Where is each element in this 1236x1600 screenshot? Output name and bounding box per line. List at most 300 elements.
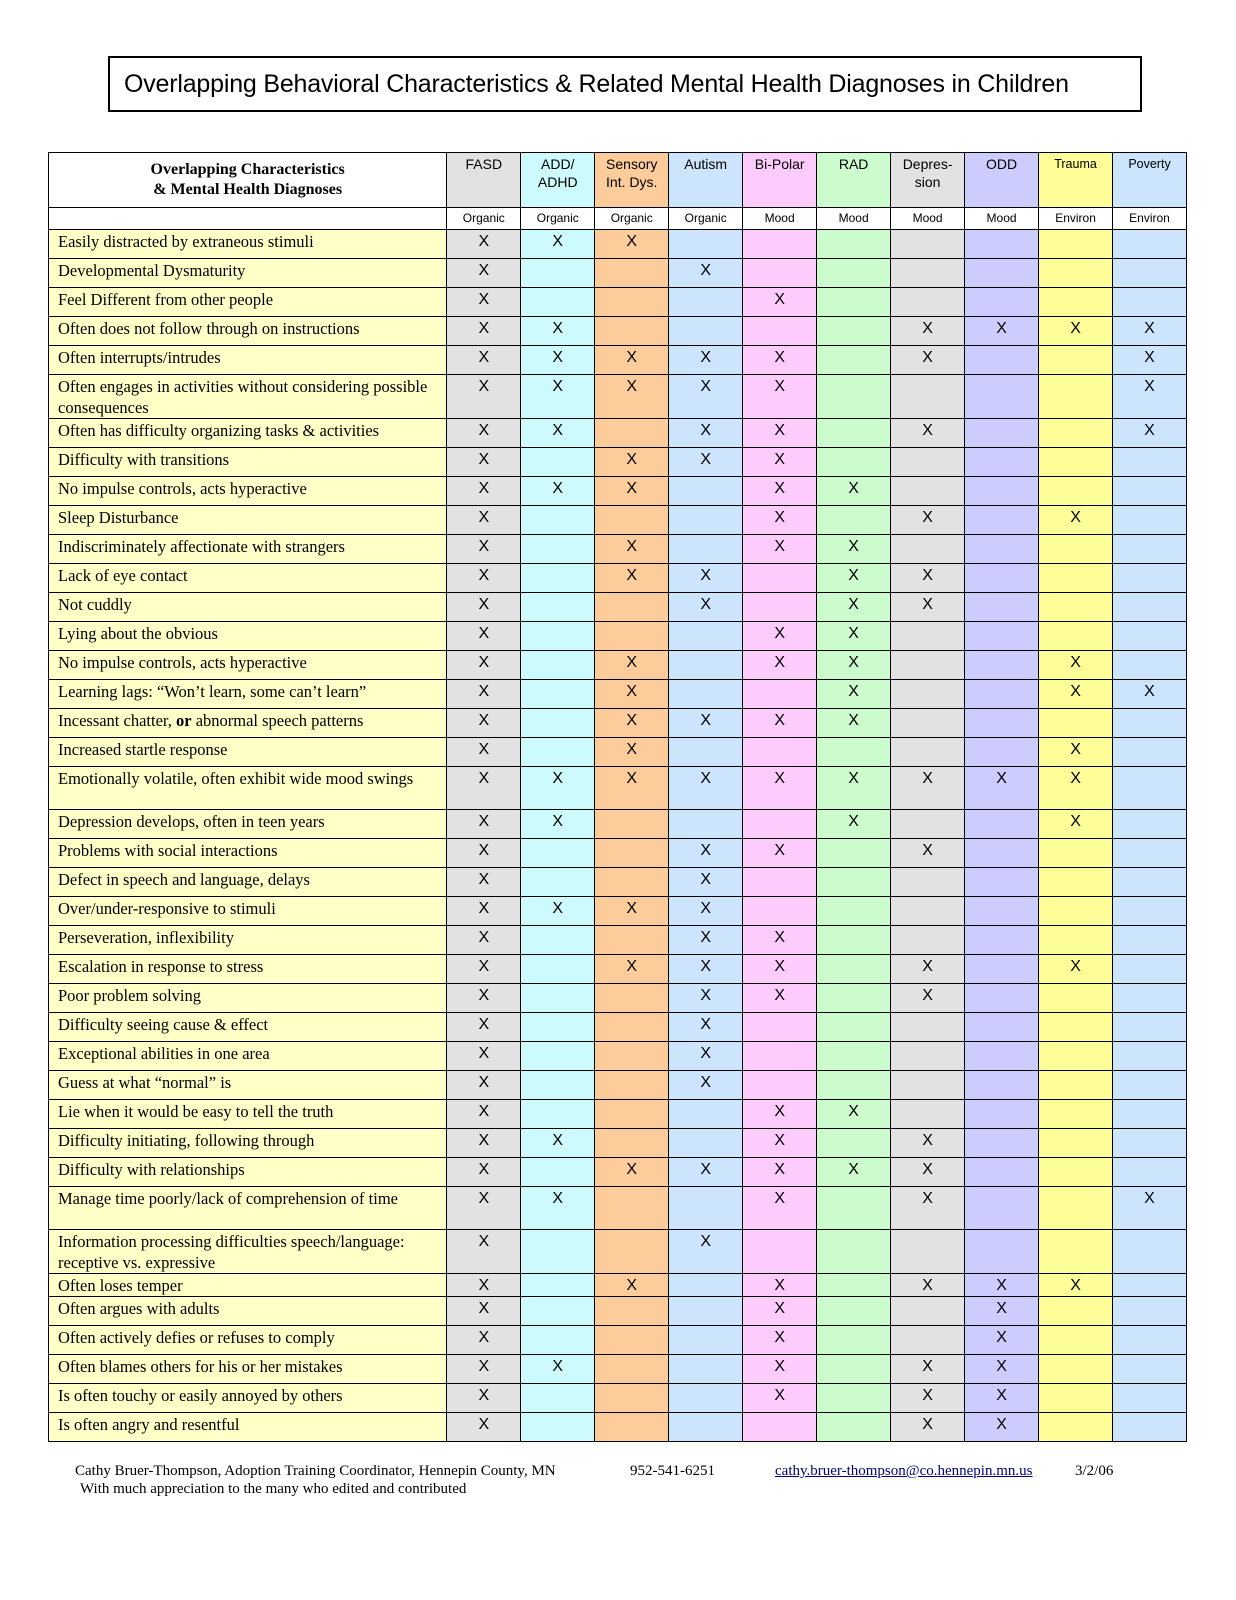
- table-row: [49, 868, 1187, 897]
- mark-cell: [891, 375, 965, 419]
- mark-cell: X: [743, 419, 817, 448]
- mark-cell: [1113, 984, 1187, 1013]
- mark-cell: X: [891, 1413, 965, 1442]
- mark-cell: [1039, 448, 1113, 477]
- mark-cell: X: [817, 709, 891, 738]
- row-label: Often has difficulty organizing tasks & activities: [49, 419, 447, 448]
- mark-cell: [817, 1274, 891, 1297]
- table-row: [49, 984, 1187, 1013]
- mark-cell: X: [447, 1071, 521, 1100]
- mark-cell: X: [447, 1274, 521, 1297]
- mark-cell: X: [521, 346, 595, 375]
- mark-cell: [817, 926, 891, 955]
- mark-cell: [891, 535, 965, 564]
- mark-cell: [1039, 709, 1113, 738]
- mark-cell: X: [447, 1013, 521, 1042]
- mark-cell: [669, 1297, 743, 1326]
- table-row: [49, 1297, 1187, 1326]
- mark-cell: [891, 1013, 965, 1042]
- table-row: [49, 230, 1187, 259]
- mark-cell: [521, 926, 595, 955]
- mark-cell: [817, 317, 891, 346]
- mark-cell: [1113, 288, 1187, 317]
- mark-cell: [1113, 839, 1187, 868]
- mark-cell: X: [669, 346, 743, 375]
- mark-cell: X: [447, 317, 521, 346]
- mark-cell: [521, 535, 595, 564]
- table-row: [49, 1326, 1187, 1355]
- mark-cell: [1039, 1158, 1113, 1187]
- table-row: [49, 926, 1187, 955]
- mark-cell: X: [669, 955, 743, 984]
- mark-cell: X: [743, 926, 817, 955]
- mark-cell: [521, 839, 595, 868]
- mark-cell: [521, 564, 595, 593]
- mark-cell: [965, 680, 1039, 709]
- mark-cell: [1039, 1013, 1113, 1042]
- column-header-line1: FASD: [465, 156, 503, 172]
- mark-cell: X: [447, 593, 521, 622]
- column-header-line1: Autism: [684, 156, 728, 172]
- mark-cell: [743, 564, 817, 593]
- mark-cell: [1113, 1230, 1187, 1274]
- mark-cell: [965, 375, 1039, 419]
- mark-cell: X: [743, 651, 817, 680]
- mark-cell: X: [447, 1413, 521, 1442]
- mark-cell: [1113, 1129, 1187, 1158]
- column-category: Environ: [1039, 208, 1113, 230]
- mark-cell: [595, 984, 669, 1013]
- mark-cell: [743, 680, 817, 709]
- mark-cell: X: [817, 593, 891, 622]
- mark-cell: X: [447, 259, 521, 288]
- mark-cell: [669, 288, 743, 317]
- column-header: [669, 153, 743, 208]
- row-label: Feel Different from other people: [49, 288, 447, 317]
- mark-cell: [1039, 926, 1113, 955]
- mark-cell: X: [521, 1355, 595, 1384]
- mark-cell: X: [595, 1158, 669, 1187]
- footer-author: Cathy Bruer-Thompson, Adoption Training Coordinator, Hennepin County, MN: [75, 1463, 556, 1479]
- mark-cell: [595, 1187, 669, 1230]
- column-header-line2: Int. Dys.: [606, 174, 658, 190]
- row-label: Often actively defies or refuses to comply: [49, 1326, 447, 1355]
- column-category: Organic: [669, 208, 743, 230]
- characteristics-table: [48, 152, 1187, 1442]
- mark-cell: X: [521, 897, 595, 926]
- mark-cell: [1113, 564, 1187, 593]
- mark-cell: [521, 955, 595, 984]
- mark-cell: X: [743, 1355, 817, 1384]
- row-label-bold: or: [176, 711, 192, 730]
- table-row: [49, 810, 1187, 839]
- row-label: Often does not follow through on instructions: [49, 317, 447, 346]
- table-row: [49, 535, 1187, 564]
- row-label: [49, 709, 447, 738]
- mark-cell: [817, 738, 891, 767]
- row-label: Learning lags: “Won’t learn, some can’t learn”: [49, 680, 447, 709]
- mark-cell: [891, 288, 965, 317]
- mark-cell: X: [447, 564, 521, 593]
- mark-cell: X: [447, 651, 521, 680]
- mark-cell: [817, 419, 891, 448]
- mark-cell: X: [891, 1355, 965, 1384]
- mark-cell: [817, 259, 891, 288]
- mark-cell: X: [1039, 810, 1113, 839]
- mark-cell: X: [447, 346, 521, 375]
- characteristics-header-line1: Overlapping Characteristics: [150, 161, 345, 178]
- mark-cell: [521, 1384, 595, 1413]
- mark-cell: [669, 738, 743, 767]
- mark-cell: [817, 984, 891, 1013]
- mark-cell: X: [891, 984, 965, 1013]
- mark-cell: X: [595, 955, 669, 984]
- mark-cell: [1113, 897, 1187, 926]
- mark-cell: X: [669, 1158, 743, 1187]
- mark-cell: X: [595, 375, 669, 419]
- mark-cell: [595, 1071, 669, 1100]
- row-label: Often interrupts/intrudes: [49, 346, 447, 375]
- mark-cell: [1113, 1013, 1187, 1042]
- mark-cell: [965, 564, 1039, 593]
- table-row: [49, 1158, 1187, 1187]
- column-header-line1: Sensory: [606, 156, 658, 172]
- row-label: Exceptional abilities in one area: [49, 1042, 447, 1071]
- mark-cell: [1039, 622, 1113, 651]
- mark-cell: [521, 1413, 595, 1442]
- mark-cell: [595, 1297, 669, 1326]
- mark-cell: X: [1113, 375, 1187, 419]
- mark-cell: X: [447, 375, 521, 419]
- mark-cell: [1113, 868, 1187, 897]
- mark-cell: [669, 810, 743, 839]
- mark-cell: X: [817, 477, 891, 506]
- mark-cell: [521, 738, 595, 767]
- mark-cell: [817, 288, 891, 317]
- mark-cell: X: [965, 767, 1039, 810]
- mark-cell: [743, 868, 817, 897]
- mark-cell: X: [743, 1158, 817, 1187]
- mark-cell: [1039, 1297, 1113, 1326]
- mark-cell: X: [743, 1100, 817, 1129]
- row-label: Increased startle response: [49, 738, 447, 767]
- column-category: Organic: [447, 208, 521, 230]
- mark-cell: [1113, 230, 1187, 259]
- mark-cell: [521, 1100, 595, 1129]
- mark-cell: X: [743, 1326, 817, 1355]
- table-row: [49, 259, 1187, 288]
- row-label: Often argues with adults: [49, 1297, 447, 1326]
- mark-cell: X: [595, 477, 669, 506]
- row-label: Problems with social interactions: [49, 839, 447, 868]
- mark-cell: [891, 1230, 965, 1274]
- mark-cell: [1113, 506, 1187, 535]
- mark-cell: X: [595, 346, 669, 375]
- characteristics-header: [49, 153, 447, 208]
- table-row: [49, 1230, 1187, 1274]
- row-label: Emotionally volatile, often exhibit wide mood swings: [49, 767, 447, 810]
- mark-cell: [1113, 1071, 1187, 1100]
- mark-cell: [595, 1413, 669, 1442]
- mark-cell: X: [965, 317, 1039, 346]
- row-label: Guess at what “normal” is: [49, 1071, 447, 1100]
- mark-cell: X: [447, 709, 521, 738]
- footer-email-link[interactable]: cathy.bruer-thompson@co.hennepin.mn.us: [775, 1463, 1033, 1479]
- mark-cell: [965, 230, 1039, 259]
- mark-cell: [965, 1129, 1039, 1158]
- mark-cell: [669, 622, 743, 651]
- mark-cell: X: [891, 317, 965, 346]
- mark-cell: X: [447, 1100, 521, 1129]
- mark-cell: X: [1113, 346, 1187, 375]
- mark-cell: [595, 506, 669, 535]
- row-label: Difficulty with transitions: [49, 448, 447, 477]
- mark-cell: X: [447, 955, 521, 984]
- table-row: [49, 738, 1187, 767]
- mark-cell: [595, 1230, 669, 1274]
- column-header-line1: Trauma: [1054, 157, 1097, 171]
- mark-cell: X: [743, 288, 817, 317]
- column-header: [1113, 153, 1187, 208]
- mark-cell: [891, 448, 965, 477]
- table-row: [49, 317, 1187, 346]
- table-row: [49, 709, 1187, 738]
- table-row: [49, 1013, 1187, 1042]
- mark-cell: [1113, 1355, 1187, 1384]
- mark-cell: [817, 868, 891, 897]
- mark-cell: X: [447, 1042, 521, 1071]
- mark-cell: [1113, 1326, 1187, 1355]
- mark-cell: [817, 1355, 891, 1384]
- mark-cell: [595, 1326, 669, 1355]
- table-row: [49, 419, 1187, 448]
- mark-cell: [1039, 1355, 1113, 1384]
- mark-cell: X: [891, 1274, 965, 1297]
- mark-cell: X: [447, 506, 521, 535]
- mark-cell: X: [669, 839, 743, 868]
- mark-cell: X: [1039, 506, 1113, 535]
- mark-cell: [743, 897, 817, 926]
- mark-cell: [817, 1129, 891, 1158]
- table-row: [49, 346, 1187, 375]
- mark-cell: [817, 375, 891, 419]
- mark-cell: X: [447, 448, 521, 477]
- mark-cell: [595, 1384, 669, 1413]
- mark-cell: [891, 1100, 965, 1129]
- page-title: Overlapping Behavioral Characteristics & Related Mental Health Diagnoses in Children: [124, 70, 1069, 98]
- mark-cell: [595, 259, 669, 288]
- mark-cell: [1039, 868, 1113, 897]
- mark-cell: [817, 839, 891, 868]
- mark-cell: [891, 622, 965, 651]
- mark-cell: [817, 230, 891, 259]
- table-row: [49, 1384, 1187, 1413]
- row-label: Sleep Disturbance: [49, 506, 447, 535]
- column-header: [1039, 153, 1113, 208]
- mark-cell: [595, 622, 669, 651]
- mark-cell: X: [743, 1274, 817, 1297]
- mark-cell: [1039, 288, 1113, 317]
- mark-cell: X: [891, 1158, 965, 1187]
- mark-cell: [669, 230, 743, 259]
- mark-cell: X: [447, 622, 521, 651]
- mark-cell: [1039, 1384, 1113, 1413]
- mark-cell: [595, 1129, 669, 1158]
- column-header-line1: Poverty: [1128, 157, 1171, 171]
- mark-cell: X: [595, 738, 669, 767]
- mark-cell: X: [1113, 680, 1187, 709]
- mark-cell: [595, 288, 669, 317]
- row-label: Lack of eye contact: [49, 564, 447, 593]
- column-category: Mood: [891, 208, 965, 230]
- mark-cell: X: [891, 839, 965, 868]
- mark-cell: X: [1113, 317, 1187, 346]
- mark-cell: [891, 1071, 965, 1100]
- mark-cell: X: [669, 259, 743, 288]
- mark-cell: [817, 1326, 891, 1355]
- mark-cell: [1039, 535, 1113, 564]
- mark-cell: X: [521, 1129, 595, 1158]
- mark-cell: [965, 259, 1039, 288]
- mark-cell: [965, 738, 1039, 767]
- mark-cell: [965, 477, 1039, 506]
- column-category: Mood: [743, 208, 817, 230]
- mark-cell: [743, 230, 817, 259]
- mark-cell: [595, 868, 669, 897]
- mark-cell: X: [447, 1230, 521, 1274]
- mark-cell: [743, 810, 817, 839]
- mark-cell: X: [669, 868, 743, 897]
- mark-cell: [521, 1071, 595, 1100]
- characteristics-header-line2: & Mental Health Diagnoses: [153, 181, 343, 198]
- mark-cell: [669, 680, 743, 709]
- mark-cell: [1113, 955, 1187, 984]
- row-label: Often blames others for his or her mistakes: [49, 1355, 447, 1384]
- mark-cell: [1113, 1100, 1187, 1129]
- mark-cell: [965, 419, 1039, 448]
- table-row: [49, 955, 1187, 984]
- mark-cell: [965, 288, 1039, 317]
- mark-cell: [965, 1158, 1039, 1187]
- column-category: Mood: [817, 208, 891, 230]
- mark-cell: [521, 1274, 595, 1297]
- mark-cell: [595, 1042, 669, 1071]
- mark-cell: [1039, 1100, 1113, 1129]
- mark-cell: [891, 651, 965, 680]
- column-header-line1: Bi-Polar: [754, 156, 805, 172]
- table-row: [49, 1413, 1187, 1442]
- column-header-line2: ADHD: [537, 174, 578, 190]
- mark-cell: X: [817, 1100, 891, 1129]
- mark-cell: X: [447, 810, 521, 839]
- table-row: [49, 651, 1187, 680]
- mark-cell: [891, 897, 965, 926]
- mark-cell: [521, 1297, 595, 1326]
- mark-cell: [1039, 375, 1113, 419]
- mark-cell: X: [447, 477, 521, 506]
- mark-cell: [521, 448, 595, 477]
- mark-cell: [817, 506, 891, 535]
- mark-cell: [1039, 1129, 1113, 1158]
- row-label: Lie when it would be easy to tell the truth: [49, 1100, 447, 1129]
- mark-cell: [743, 593, 817, 622]
- mark-cell: X: [669, 375, 743, 419]
- mark-cell: [965, 1187, 1039, 1230]
- mark-cell: X: [817, 622, 891, 651]
- mark-cell: [817, 1384, 891, 1413]
- mark-cell: X: [669, 984, 743, 1013]
- mark-cell: X: [891, 564, 965, 593]
- mark-cell: X: [669, 926, 743, 955]
- mark-cell: [669, 1413, 743, 1442]
- mark-cell: X: [595, 709, 669, 738]
- mark-cell: X: [447, 897, 521, 926]
- mark-cell: X: [1039, 680, 1113, 709]
- mark-cell: [743, 1042, 817, 1071]
- mark-cell: [743, 1230, 817, 1274]
- mark-cell: [817, 1013, 891, 1042]
- mark-cell: [521, 868, 595, 897]
- mark-cell: X: [1039, 955, 1113, 984]
- mark-cell: X: [595, 897, 669, 926]
- mark-cell: [743, 1413, 817, 1442]
- mark-cell: X: [1039, 651, 1113, 680]
- row-label: Easily distracted by extraneous stimuli: [49, 230, 447, 259]
- mark-cell: X: [447, 868, 521, 897]
- mark-cell: [965, 984, 1039, 1013]
- row-label: Perseveration, inflexibility: [49, 926, 447, 955]
- table-row: [49, 564, 1187, 593]
- mark-cell: X: [447, 535, 521, 564]
- mark-cell: [891, 1042, 965, 1071]
- table-row: [49, 448, 1187, 477]
- mark-cell: X: [595, 448, 669, 477]
- mark-cell: X: [669, 1230, 743, 1274]
- mark-cell: [965, 1100, 1039, 1129]
- table-row: [49, 767, 1187, 810]
- mark-cell: [1039, 1042, 1113, 1071]
- mark-cell: [669, 477, 743, 506]
- mark-cell: X: [447, 984, 521, 1013]
- mark-cell: [1113, 1413, 1187, 1442]
- mark-cell: [1113, 1274, 1187, 1297]
- mark-cell: [817, 1187, 891, 1230]
- mark-cell: [521, 506, 595, 535]
- mark-cell: X: [891, 593, 965, 622]
- table-row: [49, 593, 1187, 622]
- mark-cell: X: [669, 1042, 743, 1071]
- mark-cell: [891, 709, 965, 738]
- mark-cell: X: [521, 477, 595, 506]
- footer-phone: 952-541-6251: [630, 1463, 715, 1479]
- mark-cell: [1113, 1158, 1187, 1187]
- mark-cell: [595, 419, 669, 448]
- mark-cell: [965, 926, 1039, 955]
- row-label: Escalation in response to stress: [49, 955, 447, 984]
- mark-cell: [743, 1013, 817, 1042]
- mark-cell: [817, 1071, 891, 1100]
- mark-cell: [521, 651, 595, 680]
- mark-cell: [1039, 984, 1113, 1013]
- mark-cell: [965, 1013, 1039, 1042]
- mark-cell: [891, 868, 965, 897]
- table-row: [49, 1071, 1187, 1100]
- mark-cell: [669, 1355, 743, 1384]
- mark-cell: [817, 346, 891, 375]
- mark-cell: [595, 1355, 669, 1384]
- mark-cell: X: [669, 448, 743, 477]
- mark-cell: [743, 259, 817, 288]
